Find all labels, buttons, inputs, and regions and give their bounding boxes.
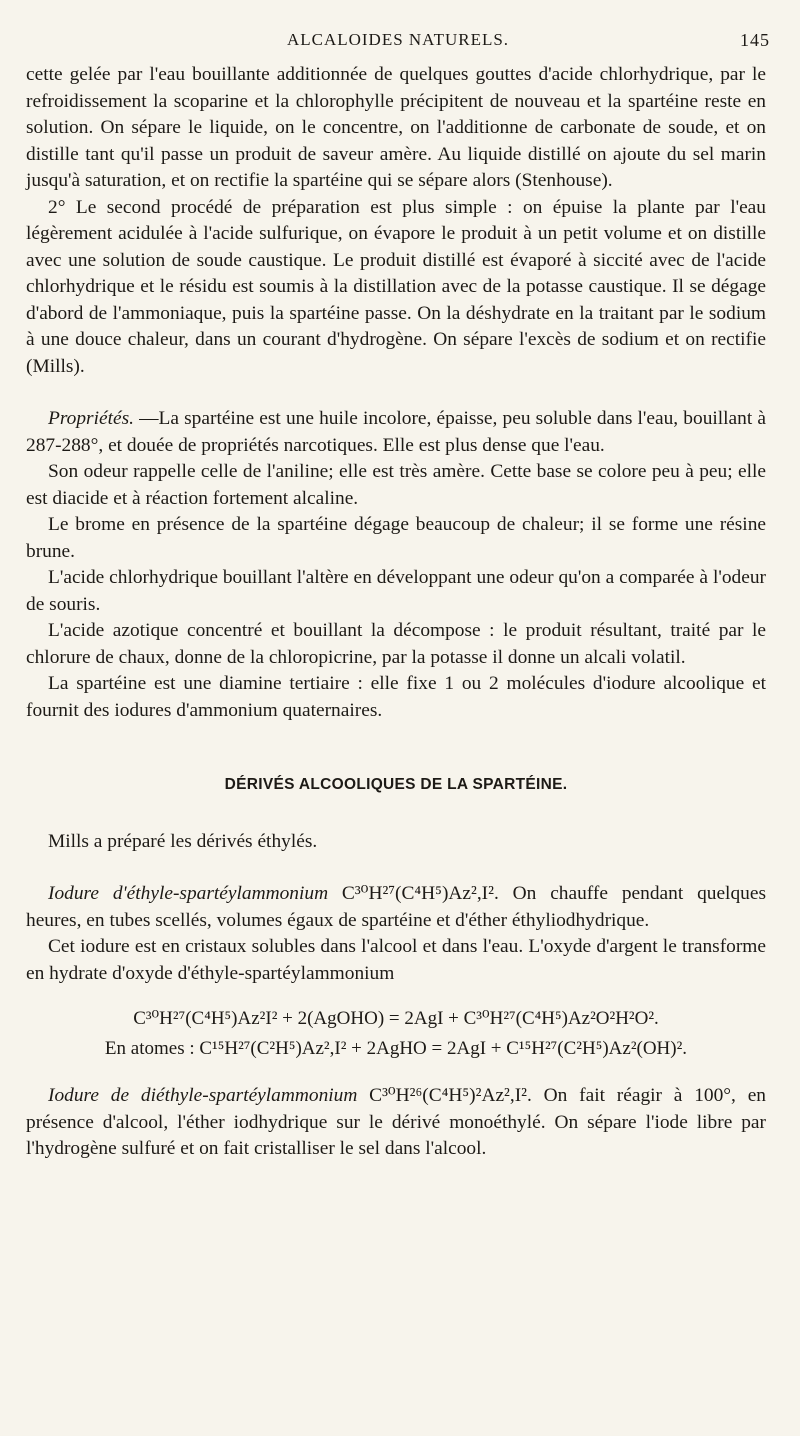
paragraph-iodure-ethyle <box>26 881 766 934</box>
section-heading: DÉRIVÉS ALCOOLIQUES DE LA SPARTÉINE. <box>224 776 568 793</box>
paragraph-text: On fait réagir à 100°, en présence d'alcool, l'éther iodhydrique sur le dérivé monoéthylé. On sépare l'iode libre par l'hydrogène sulfuré et on fait cristalliser le sel dans l'alcool. <box>26 1085 766 1159</box>
paragraph: cette gelée par l'eau bouillante additionnée de quelques gouttes d'acide chlorhydrique, par le refroidissement la scoparine et la chlorophylle précipitent de nouveau et la spartéine reste en solution. On sépare le liquide, on le concentre, on l'additionne de carbonate de soude, et on distille tant qu'il passe un produit de saveur amère. Au liquide distillé on ajoute du sel marin jusqu'à saturation, et on rectifie la spartéine qui se sépare alors (Stenhouse). <box>26 64 766 191</box>
paragraph-text: On chauffe pendant quelques heures, en tubes scellés, volumes égaux de spartéine et d'éther éthyliodhydrique. <box>26 883 766 931</box>
running-title: ALCALOIDES NATURELS. <box>286 30 510 49</box>
paragraph: La spartéine est une diamine tertiaire : elle fixe 1 ou 2 molécules d'iodure alcoolique et fournit des iodures d'ammonium quaternaires. <box>26 673 766 721</box>
compound-name: Iodure d'éthyle-spartéylammonium <box>48 883 329 904</box>
running-header <box>26 26 770 56</box>
paragraph-label: Propriétés. <box>48 408 134 429</box>
paragraph: Son odeur rappelle celle de l'aniline; elle est très amère. Cette base se colore peu à peu; elle est diacide et à réaction fortement alcaline. <box>26 461 766 509</box>
paragraph: L'acide azotique concentré et bouillant la décompose : le produit résultant, traité par le chlorure de chaux, donne de la chloropicrine, par la potasse il donne un alcali volatil. <box>26 620 766 668</box>
paragraph: Le brome en présence de la spartéine dégage beaucoup de chaleur; il se forme une résine brune. <box>26 514 766 562</box>
paragraph-iodure-diethyle <box>26 1083 766 1163</box>
compound-formula: C³⁰H²⁷(C⁴H⁵)Az²,I². <box>328 883 499 904</box>
equation-block <box>26 1005 766 1063</box>
page-number: 145 <box>740 30 770 50</box>
paragraph: Mills a préparé les dérivés éthylés. <box>48 830 318 852</box>
paragraph-proprietes <box>26 406 766 459</box>
equation: C³⁰H²⁷(C⁴H⁵)Az²I² + 2(AgOHO) = 2AgI + C³⁰H²⁷(C⁴H⁵)Az²O²H²O². <box>133 1008 659 1029</box>
compound-name: Iodure de diéthyle-spartéylammonium <box>48 1085 358 1106</box>
equation-atomes: En atomes : C¹⁵H²⁷(C²H⁵)Az²,I² + 2AgHO = 2AgI + C¹⁵H²⁷(C²H⁵)Az²(OH)². <box>104 1038 688 1059</box>
paragraph-text: —La spartéine est une huile incolore, épaisse, peu soluble dans l'eau, bouillant à 287-288°, et douée de propriétés narcotiques. Elle est plus dense que l'eau. <box>26 408 766 456</box>
paragraph: Cet iodure est en cristaux solubles dans l'alcool et dans l'eau. L'oxyde d'argent le transforme en hydrate d'oxyde d'éthyle-spartéylammonium <box>26 936 766 984</box>
paragraph: L'acide chlorhydrique bouillant l'altère en développant une odeur qu'on a comparée à l'odeur de souris. <box>26 567 766 615</box>
paragraph: 2° Le second procédé de préparation est plus simple : on épuise la plante par l'eau légèrement acidulée à l'acide sulfurique, on évapore le produit à un petit volume et on distille avec une solution de soude caustique. Le produit distillé est évaporé à siccité avec de l'acide chlorhydrique et le résidu est soumis à la distillation avec de la potasse caustique. Il se dégage d'abord de l'ammoniaque, puis la spartéine passe. On la déshydrate en la traitant par le sodium à une douce chaleur, dans un courant d'hydrogène. On sépare l'excès de sodium et on rectifie (Mills). <box>26 196 766 377</box>
compound-formula: C³⁰H²⁶(C⁴H⁵)²Az²,I². <box>357 1085 532 1106</box>
text-body <box>26 62 766 1163</box>
